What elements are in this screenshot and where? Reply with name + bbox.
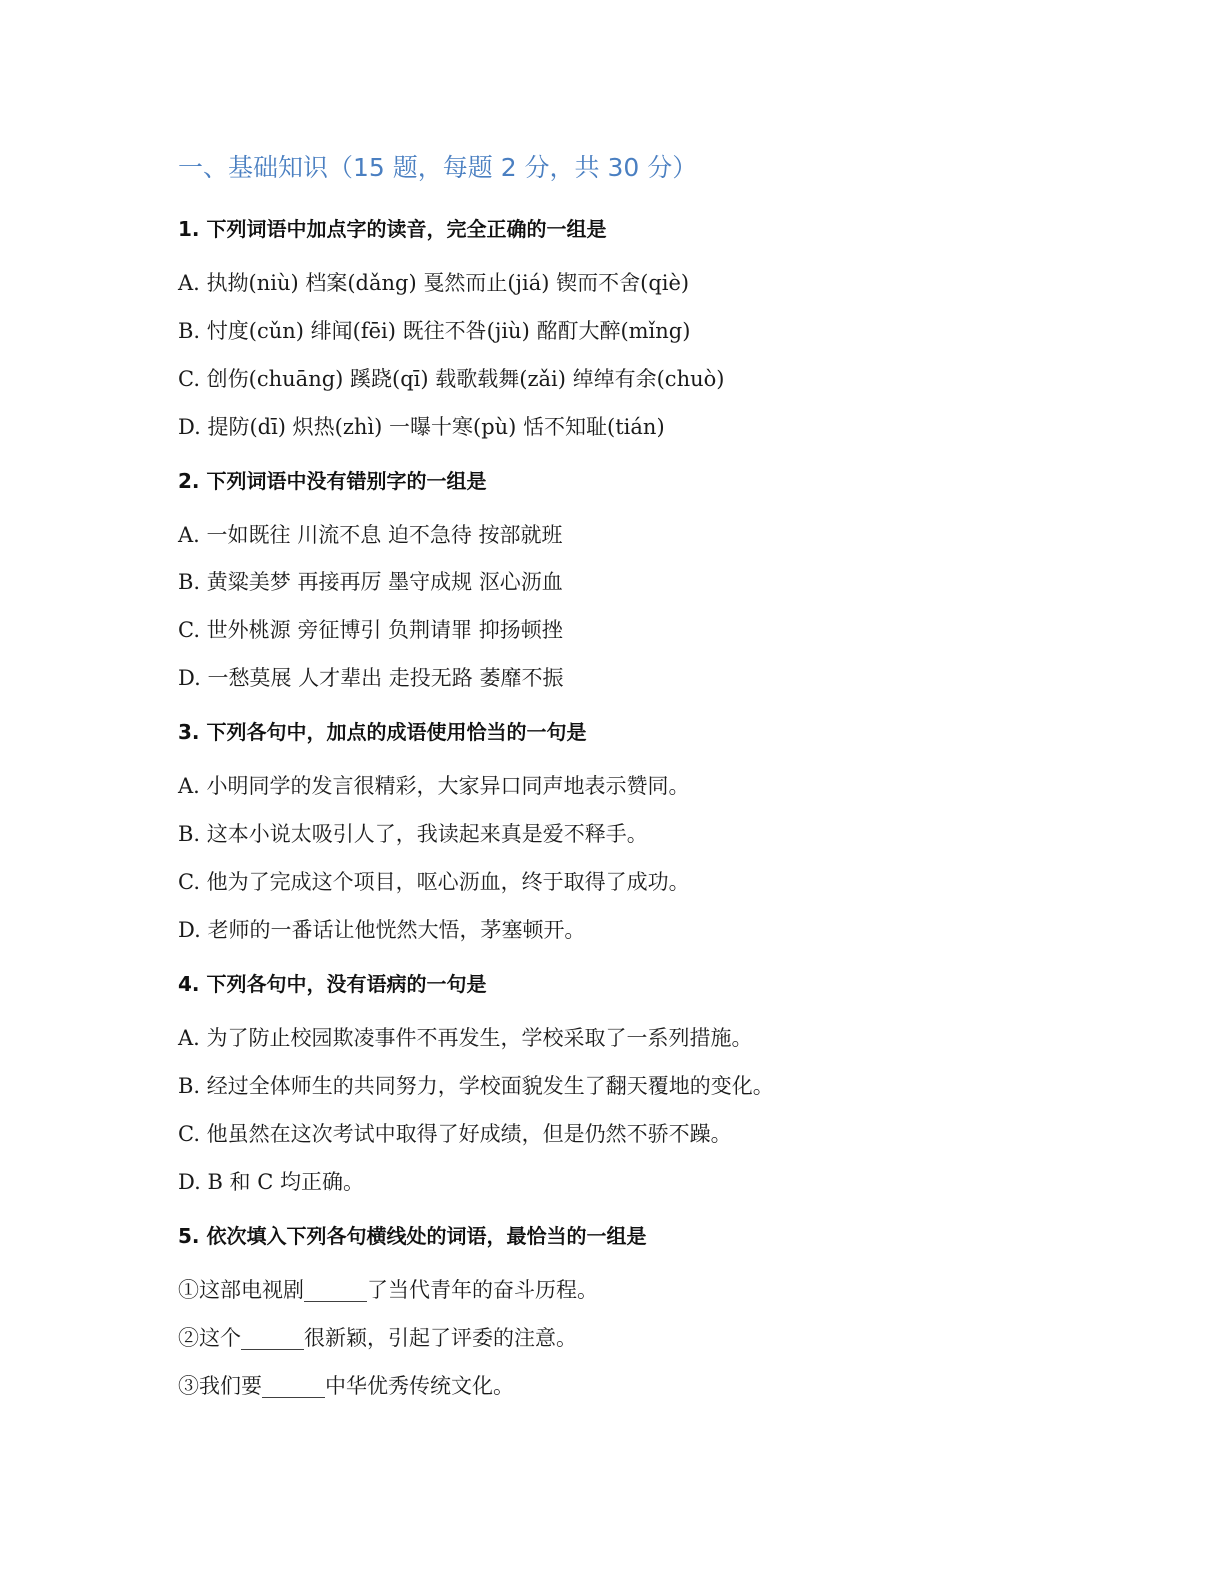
question-2-option-d: D. 一愁莫展 人才辈出 走投无路 萎靡不振 (178, 666, 564, 690)
question-1-option-b: B. 忖度(cǔn) 绯闻(fēi) 既往不咎(jiù) 酩酊大醉(mǐng) (178, 319, 691, 343)
question-2-option-a: A. 一如既往 川流不息 迫不急待 按部就班 (178, 523, 563, 547)
question-5-title: 5. 依次填入下列各句横线处的词语，最恰当的一组是 (178, 1224, 647, 1248)
question-3-option-a: A. 小明同学的发言很精彩，大家异口同声地表示赞同。 (178, 774, 690, 798)
question-3-option-d: D. 老师的一番话让他恍然大悟，茅塞顿开。 (178, 918, 586, 942)
question-5-sentence-1: ①这部电视剧______了当代青年的奋斗历程。 (178, 1278, 598, 1302)
question-4-title: 4. 下列各句中，没有语病的一句是 (178, 972, 487, 996)
question-4-option-b: B. 经过全体师生的共同努力，学校面貌发生了翻天覆地的变化。 (178, 1074, 774, 1098)
question-4-option-d: D. B 和 C 均正确。 (178, 1170, 364, 1194)
section-title: 一、基础知识（15 题，每题 2 分，共 30 分） (178, 153, 698, 182)
question-4-option-c: C. 他虽然在这次考试中取得了好成绩，但是仍然不骄不躁。 (178, 1122, 732, 1146)
question-2-title: 2. 下列词语中没有错别字的一组是 (178, 469, 487, 493)
question-3-option-c: C. 他为了完成这个项目，呕心沥血，终于取得了成功。 (178, 870, 690, 894)
question-1-option-c: C. 创伤(chuāng) 蹊跷(qī) 载歌载舞(zǎi) 绰绰有余(chuò) (178, 367, 725, 391)
question-4-option-a: A. 为了防止校园欺凌事件不再发生，学校采取了一系列措施。 (178, 1026, 753, 1050)
question-1-option-d: D. 提防(dī) 炽热(zhì) 一曝十寒(pù) 恬不知耻(tián) (178, 415, 665, 439)
question-5-sentence-2: ②这个______很新颖，引起了评委的注意。 (178, 1326, 577, 1350)
question-2-option-b: B. 黄粱美梦 再接再厉 墨守成规 沤心沥血 (178, 570, 563, 594)
question-1-option-a: A. 执拗(niù) 档案(dǎng) 戛然而止(jiá) 锲而不舍(qiè) (178, 271, 690, 295)
question-5-sentence-3: ③我们要______中华优秀传统文化。 (178, 1374, 514, 1398)
question-1-title: 1. 下列词语中加点字的读音，完全正确的一组是 (178, 217, 607, 241)
question-2-option-c: C. 世外桃源 旁征博引 负荆请罪 抑扬顿挫 (178, 618, 563, 642)
question-3-title: 3. 下列各句中，加点的成语使用恰当的一句是 (178, 720, 587, 744)
question-3-option-b: B. 这本小说太吸引人了，我读起来真是爱不释手。 (178, 822, 648, 846)
